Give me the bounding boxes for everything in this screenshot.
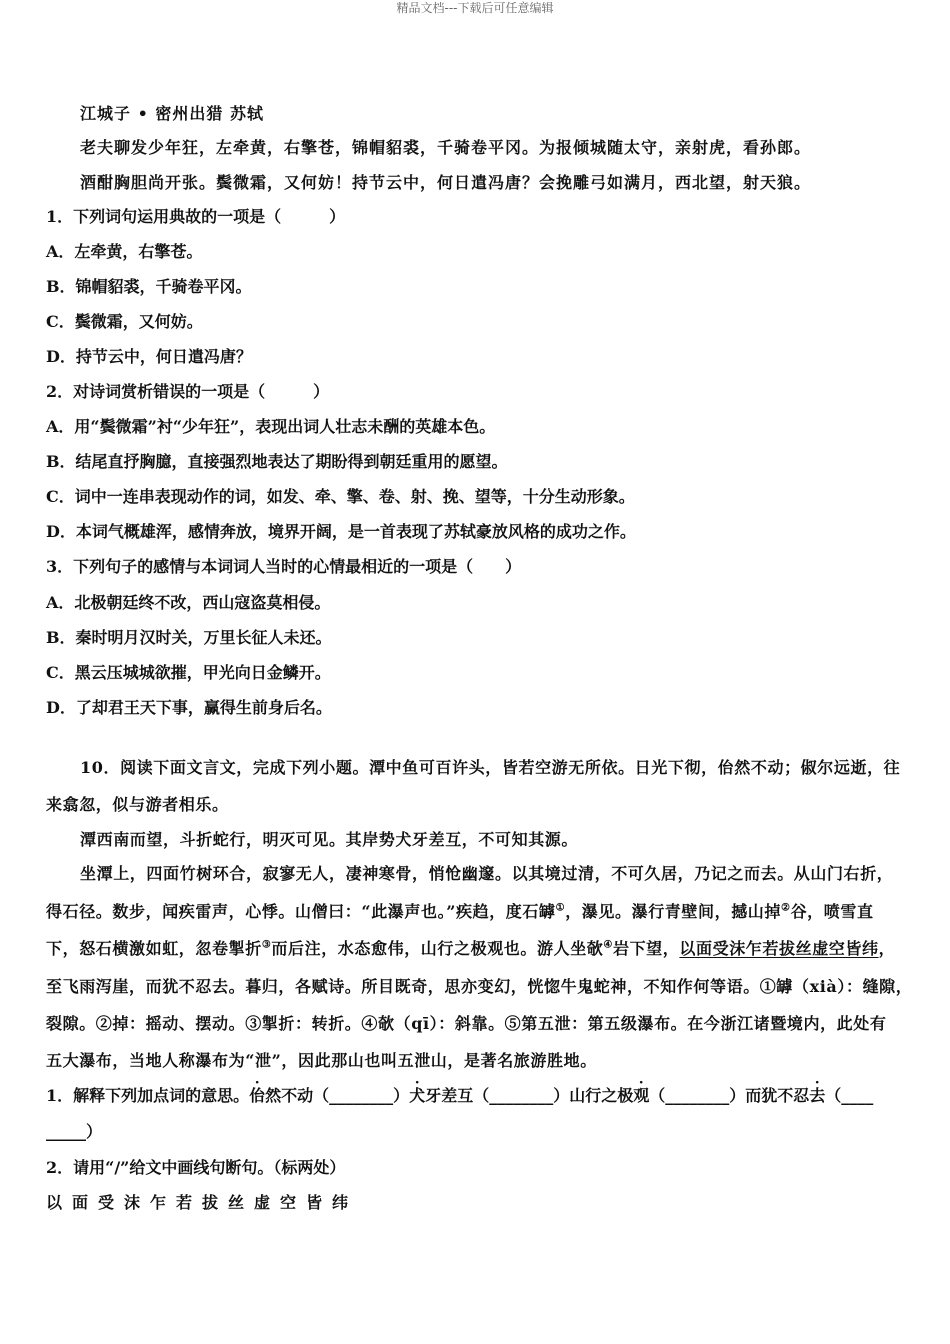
passage-text: 谷，喷雪直 xyxy=(790,902,874,921)
footnote-mark: ② xyxy=(781,902,791,914)
question-1-option-d: D．持节云中，何日遣冯唐？ xyxy=(46,347,252,366)
passage-line-1: 10．阅读下面文言文，完成下列小题。潭中鱼可百许头，皆若空游无所依。日光下彻，佁然不动；俶尔远逝，往 xyxy=(80,758,901,777)
question-2-stem: 2．对诗词赏析错误的一项是（ ） xyxy=(46,382,330,401)
subquestion-2-stem: 2．请用“/”给文中画线句断句。（标两处） xyxy=(46,1158,346,1177)
question-3-option-d: D．了却君王天下事，赢得生前身后名。 xyxy=(46,698,332,717)
passage-line-9: 五大瀑布，当地人称瀑布为“泄”，因此那山也叫五泄山，是著名旅游胜地。 xyxy=(46,1051,597,1070)
footnote-mark: ③ xyxy=(261,939,272,951)
passage-line-3: 潭西南而望，斗折蛇行，明灭可见。其岸势犬牙差互，不可知其源。 xyxy=(80,830,579,849)
dotted-word: 犬 xyxy=(409,1086,426,1105)
question-1-option-c: C．鬓微霜，又何妨。 xyxy=(46,312,203,331)
underlined-sentence: 以面受沫乍若拔丝虚空皆纬 xyxy=(679,939,879,958)
blank-text[interactable]: （____ xyxy=(825,1086,874,1105)
page-header: 精品文档---下载后可任意编辑 xyxy=(396,1,554,15)
passage-text: 而后注，水态愈伟，山行之极观也。游人坐欹 xyxy=(271,939,604,958)
question-1-option-a: A．左牵黄，右擎苍。 xyxy=(46,242,203,261)
poem-title: 江城子 • 密州出猎 苏轼 xyxy=(80,104,264,123)
passage-line-7: 至飞雨泻崖，而犹不忍去。暮归，各赋诗。所目既奇，思亦变幻，恍惚牛鬼蛇神，不知作何等语。①罅（xià）：缝隙， xyxy=(46,977,913,996)
question-2-option-d: D．本词气概雄浑，感情奔放，境界开阔，是一首表现了苏轼豪放风格的成功之作。 xyxy=(46,522,636,541)
subquestion-2-sentence[interactable]: 以面受沫乍若拔丝虚空皆纬 xyxy=(46,1193,359,1212)
passage-text: 下，怒石横激如虹，忽卷掣折 xyxy=(46,939,262,958)
passage-line-4: 坐潭上，四面竹树环合，寂寥无人，凄神寒骨，悄怆幽邃。以其境过清，不可久居，乃记之而去。从山门右折， xyxy=(80,864,894,883)
question-3-option-b: B．秦时明月汉时关，万里长征人未还。 xyxy=(46,628,332,647)
subquestion-1-continuation[interactable]: _____） xyxy=(46,1122,103,1141)
dotted-word: 佁 xyxy=(249,1086,266,1105)
question-3-option-a: A．北极朝廷终不改，西山寇盗莫相侵。 xyxy=(46,593,331,612)
dotted-word: 观 xyxy=(633,1086,650,1105)
dotted-word: 去 xyxy=(809,1086,826,1105)
poem-line-2: 酒酣胸胆尚开张。鬓微霜，又何妨！持节云中，何日遣冯唐？会挽雕弓如满月，西北望，射天狼。 xyxy=(80,173,812,192)
subquestion-1 xyxy=(46,1085,873,1107)
question-2-option-c: C．词中一连串表现动作的词，如发、牵、擎、卷、射、挽、望等，十分生动形象。 xyxy=(46,487,635,506)
footnote-mark: ④ xyxy=(603,939,613,951)
blank-text[interactable]: 牙差互（________）山行之极 xyxy=(425,1086,634,1105)
question-3-stem: 3．下列句子的感情与本词词人当时的心情最相近的一项是（ ） xyxy=(46,557,522,576)
blank-text[interactable]: 然不动（________） xyxy=(265,1086,410,1105)
subquestion-1-prompt: 1．解释下列加点词的意思。 xyxy=(46,1086,250,1105)
passage-line-2: 来翕忽，似与游者相乐。 xyxy=(46,795,229,814)
poem-line-1: 老夫聊发少年狂，左牵黄，右擎苍，锦帽貂裘，千骑卷平冈。为报倾城随太守，亲射虎，看孙郎。 xyxy=(80,138,812,157)
question-3-option-c: C．黑云压城城欲摧，甲光向日金鳞开。 xyxy=(46,663,331,682)
passage-text: 得石径。数步，闻疾雷声，心悸。山僧曰：“此瀑声也。”疾趋，度石罅 xyxy=(46,902,556,921)
passage-text: ， xyxy=(878,939,896,958)
footnote-mark: ① xyxy=(555,902,566,914)
question-2-option-a: A．用“鬓微霜”衬“少年狂”，表现出词人壮志未酬的英雄本色。 xyxy=(46,417,496,436)
question-1-stem: 1．下列词句运用典故的一项是（ ） xyxy=(46,207,346,226)
question-2-option-b: B．结尾直抒胸臆，直接强烈地表达了期盼得到朝廷重用的愿望。 xyxy=(46,452,508,471)
passage-text: 岩下望， xyxy=(612,939,680,958)
blank-text[interactable]: （________）而犹不忍 xyxy=(649,1086,810,1105)
passage-line-5 xyxy=(46,901,874,923)
passage-line-8: 裂隙。②掉：摇动、摆动。③掣折：转折。④欹（qī）：斜靠。⑤第五泄：第五级瀑布。在今浙江诸暨境内，此处有 xyxy=(46,1014,887,1033)
question-1-option-b: B．锦帽貂裘，千骑卷平冈。 xyxy=(46,277,252,296)
passage-text: ，瀑见。瀑行青壁间，撼山掉 xyxy=(565,902,781,921)
passage-line-6 xyxy=(46,938,895,960)
